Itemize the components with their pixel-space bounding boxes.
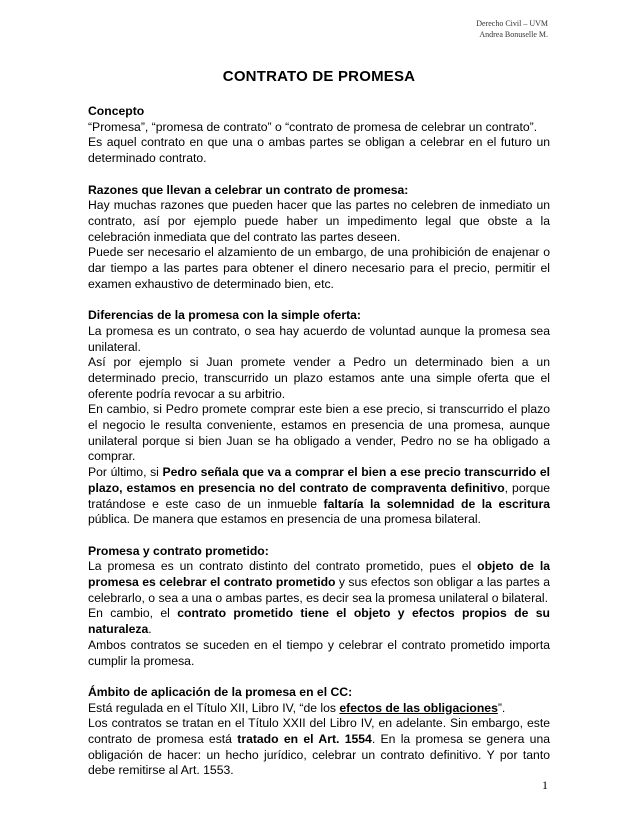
section-prometido: [88, 544, 550, 670]
text-run: .: [148, 622, 152, 637]
text-run: pública. De manera que estamos en presencia de una promesa bilateral.: [88, 512, 481, 527]
paragraph: [88, 606, 550, 637]
underlined-text: efectos de las obligaciones: [339, 700, 498, 715]
paragraph: Hay muchas razones que pueden hacer que las partes no celebren de inmediato un contrato, así por ejemplo puede haber un impedimento legal que obste a la celebración inmediata que del contrato las partes deseen.: [88, 198, 550, 244]
bold-text: tratado en el Art. 1554: [237, 732, 372, 747]
text-run: Por último, si: [88, 465, 163, 480]
section-ambito: [88, 685, 550, 779]
section-concepto: [88, 104, 550, 167]
bold-text: faltaría la solemnidad de la escritura: [323, 496, 550, 511]
page-header: [476, 18, 548, 40]
section-heading: Razones que llevan a celebrar un contrato de promesa:: [88, 182, 409, 197]
bold-text: objeto de la promesa es celebrar el contrato prometido: [88, 559, 550, 590]
document-title: CONTRATO DE PROMESA: [222, 68, 416, 85]
paragraph: [88, 559, 550, 606]
text-run: ”.: [497, 700, 506, 715]
paragraph: Puede ser necesario el alzamiento de un embargo, de una prohibición de enajenar o dar tiempo a las partes para obtener el dinero necesario para el precio, permitir el examen exhaustivo de determinado bien, etc.: [88, 245, 550, 291]
paragraph: [88, 716, 550, 779]
document-body: [88, 104, 550, 779]
text-run: y sus efectos son obligar a las partes a celebrarlo, o sea a una o ambas partes, es decir sea la promesa unilateral o bilateral.: [88, 575, 550, 605]
paragraph: Es aquel contrato en que una o ambas partes se obligan a celebrar en el futuro un determinado contrato.: [88, 135, 550, 166]
bold-text: contrato prometido tiene el objeto y efectos propios de su naturaleza: [88, 606, 550, 637]
text-run: , porque tratándose e este caso de un inmueble: [88, 480, 550, 511]
text-run: En cambio, el: [88, 606, 178, 621]
header-course: Derecho Civil – UVM: [476, 19, 548, 28]
section-heading: Diferencias de la promesa con la simple oferta:: [88, 308, 361, 323]
section-razones: [88, 183, 550, 293]
paragraph: La promesa es un contrato, o sea hay acuerdo de voluntad aunque la promesa sea unilateral.: [88, 323, 550, 354]
paragraph: [88, 701, 550, 717]
paragraph: En cambio, si Pedro promete comprar este bien a ese precio, si transcurrido el plazo el negocio le resulta conveniente, estamos en presencia de una promesa, aunque unilateral porque si bien Juan se ha obligado a vender, Pedro no se ha obligado a comprar.: [88, 402, 550, 464]
paragraph: Ambos contratos se suceden en el tiempo y celebrar el contrato prometido importa cumplir la promesa.: [88, 637, 550, 668]
bold-text: [339, 701, 498, 715]
paragraph: Así por ejemplo si Juan promete vender a Pedro un determinado bien a un determinado precio, transcurrido un plazo estamos ante una simple oferta que el oferente podría revocar a su arbitrio.: [88, 355, 550, 401]
header-author: Andrea Bonuselle M.: [479, 30, 548, 39]
text-run: . En la promesa se genera una obligación de hacer: un hecho jurídico, celebrar un contrato definitivo. Y por tanto debe remitirse al Art. 1553.: [88, 732, 551, 778]
text-run: Está regulada en el Título XII, Libro IV, “de los: [88, 700, 340, 715]
bold-text: Pedro señala que va a comprar el bien a ese precio transcurrido el plazo, estamos en presencia no del contrato de compraventa definitivo: [88, 465, 550, 495]
paragraph: “Promesa”, “promesa de contrato” o “contrato de promesa de celebrar un contrato”.: [88, 119, 538, 134]
page-number: 1: [542, 778, 548, 792]
section-diferencias: [88, 308, 550, 528]
section-heading: Promesa y contrato prometido:: [88, 543, 269, 558]
text-run: La promesa es un contrato distinto del contrato prometido, pues el: [88, 559, 478, 574]
paragraph: [88, 465, 550, 528]
text-run: Los contratos se tratan en el Título XXII del Libro IV, en adelante. Sin embargo, este contrato de promesa está: [88, 716, 550, 747]
section-heading: Concepto: [88, 104, 145, 118]
section-heading: Ámbito de aplicación de la promesa en el CC:: [88, 684, 353, 699]
